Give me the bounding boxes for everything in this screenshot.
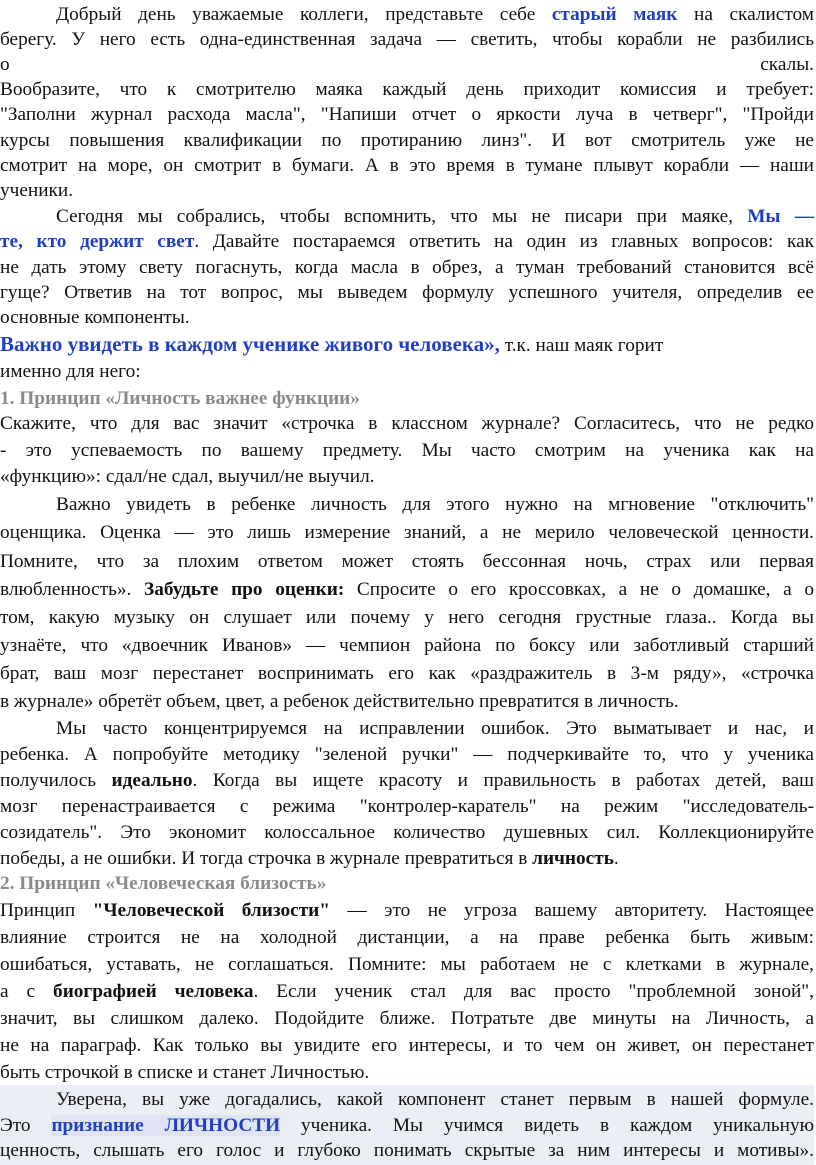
- principle1-title: 1. Принцип «Личность важнее функции»: [0, 388, 360, 409]
- p1-para2-line8: в журнале» обретёт объем, цвет, а ребенок действительно превратится в личность.: [0, 691, 679, 712]
- para1-line2: берегу. У него есть одна-единственная задача — светить, чтобы корабли не разбились: [0, 29, 814, 50]
- highlight-we: Мы —: [747, 206, 815, 227]
- p1-line3: «функцию»: сдал/не сдал, выучил/не выучил.: [0, 466, 375, 487]
- p1-line2: - это успеваемость по вашему предмету. Мы часто смотрим на ученика как на: [0, 440, 814, 461]
- bold-ideal: идеально: [111, 770, 193, 791]
- text: Сегодня мы собрались, чтобы вспомнить, что мы не писари при маяке,: [56, 206, 748, 227]
- final-line3: ценность, слышать его голос и глубоко понимать скрытые за ним интересы и мотивы».: [0, 1136, 814, 1165]
- para2-line2: [0, 227, 814, 256]
- p2-line7: быть строчкой в списке и станет Личностью.: [0, 1062, 370, 1083]
- bold-personality: личность: [532, 848, 614, 869]
- principle2-title: 2. Принцип «Человеческая близость»: [0, 873, 327, 894]
- para1-line4: Вообразите, что к смотрителю маяка каждый день приходит комиссия и требует:: [0, 79, 814, 100]
- text: Это: [0, 1115, 52, 1136]
- p2-line5: значит, вы слишком далеко. Подойдите ближе. Потратьте две минуты на Личность, а: [0, 1008, 814, 1029]
- heading-tail: т.к. наш маяк горит: [499, 335, 664, 356]
- para1-line7: смотрит на море, он смотрит в бумаги. А в это время в тумане плывут корабли — наши: [0, 155, 814, 176]
- text: Добрый день уважаемые коллеги, представьте себе: [56, 4, 552, 25]
- final-line1: Уверена, вы уже догадались, какой компонент станет первым в нашей формуле.: [0, 1085, 814, 1114]
- p1-para2-line4: [0, 575, 814, 604]
- bold-forget-grades: Забудьте про оценки:: [144, 579, 345, 600]
- p1-para2-line2: оценщика. Оценка — это лишь измерение знаний, а не мерило человеческой ценности.: [0, 522, 814, 543]
- p1-para3-line5: созидатель". Это экономит колоссальное количество душевных сил. Коллекционируйте: [0, 822, 814, 843]
- para2-line4: гуще? Ответив на тот вопрос, мы выведем формулу успешного учителя, определив ее: [0, 282, 814, 303]
- p1-para3-line3: [0, 766, 814, 795]
- p1-para2-line3: Помните, что за плохим ответом может стоять бессонная ночь, страх или первая: [0, 551, 814, 572]
- para1-line5: "Заполни журнал расхода масла", "Напиши отчет о яркости луча в четверг", "Пройди: [0, 104, 814, 125]
- para1-line6: курсы повышения квалификации по протиранию линз". И вот смотритель уже не: [0, 130, 814, 151]
- heading-line2: именно для него:: [0, 361, 141, 382]
- p1-line1: Скажите, что для вас значит «строчка в классном журнале? Согласитесь, что не редко: [0, 413, 814, 434]
- para1-line3: о скалы.: [0, 54, 814, 75]
- para1-line8: ученики.: [0, 180, 74, 201]
- p2-line3: ошибаться, уставать, не соглашаться. Помните: мы работаем не с клетками в журнале,: [0, 954, 814, 975]
- p1-para2-line5: том, какую музыку он слушает или почему у него сегодня грустные глаза.. Когда вы: [0, 607, 814, 628]
- para2-line3: не дать этому свету погаснуть, когда масла в обрез, а туман требований становится всё: [0, 257, 814, 278]
- p2-line2: влияние строится не на холодной дистанции, а на праве ребенка быть живым:: [0, 927, 814, 948]
- text: победы, а не ошибки. И тогда строчка в журнале превратиться в: [0, 848, 533, 869]
- p1-para3-line2: ребенка. А попробуйте методику "зеленой ручки" — подчеркивайте то, что у ученика: [0, 744, 814, 765]
- text: — это не угроза вашему авторитету. Настоящее: [329, 900, 814, 921]
- p1-para3-line4: мозг перенастраивается с режима "контролер-каратель" на режим "исследователь-: [0, 796, 814, 817]
- heading-title: Важно увидеть в каждом ученике живого человека»,: [0, 332, 500, 356]
- highlight-recognition: признание ЛИЧНОСТИ: [51, 1115, 281, 1136]
- p2-line6: не на параграф. Как только вы увидите его интересы, и то чем он живет, он перестанет: [0, 1035, 814, 1056]
- highlight-lighthouse: старый маяк: [551, 4, 678, 25]
- text: Спросите о его кроссовках, а не о домашке, а о: [344, 579, 814, 600]
- p1-para2-line7: брат, ваш мозг перестанет воспринимать его как «раздражитель в 3-м ряду», «строчка: [0, 663, 814, 684]
- p2-line1: [0, 896, 814, 925]
- bold-biography: биографией человека: [53, 981, 254, 1002]
- text: влюбленность».: [0, 579, 145, 600]
- p2-line4: [0, 977, 814, 1006]
- para2-line5: основные компоненты.: [0, 307, 190, 328]
- text: на скалистом: [677, 4, 814, 25]
- text: ученика. Мы учимся видеть в каждом уникальную: [280, 1115, 814, 1136]
- p1-para3-line1: Мы часто концентрируемся на исправлении ошибок. Это выматывает и нас, и: [56, 718, 814, 739]
- text: .: [613, 848, 619, 869]
- text: . Когда вы ищете красоту и правильность в работах детей, ваш: [192, 770, 814, 791]
- p1-para2-line6: узнаёте, что «двоечник Иванов» — чемпион района по боксу или заботливый старший: [0, 635, 814, 656]
- p1-para2-line1: Важно увидеть в ребенке личность для этого нужно на мгновение "отключить": [56, 494, 814, 515]
- text: а с: [0, 981, 54, 1002]
- text: получилось: [0, 770, 112, 791]
- text: Принцип: [0, 900, 93, 921]
- text: . Давайте постараемся ответить на один из главных вопросов: как: [194, 231, 814, 252]
- text: . Если ученик стал для вас просто "проблемной зоной",: [253, 981, 815, 1002]
- section-heading: [0, 330, 814, 359]
- bold-closeness: "Человеческой близости": [92, 900, 330, 921]
- highlight-keepers: те, кто держит свет: [0, 231, 195, 252]
